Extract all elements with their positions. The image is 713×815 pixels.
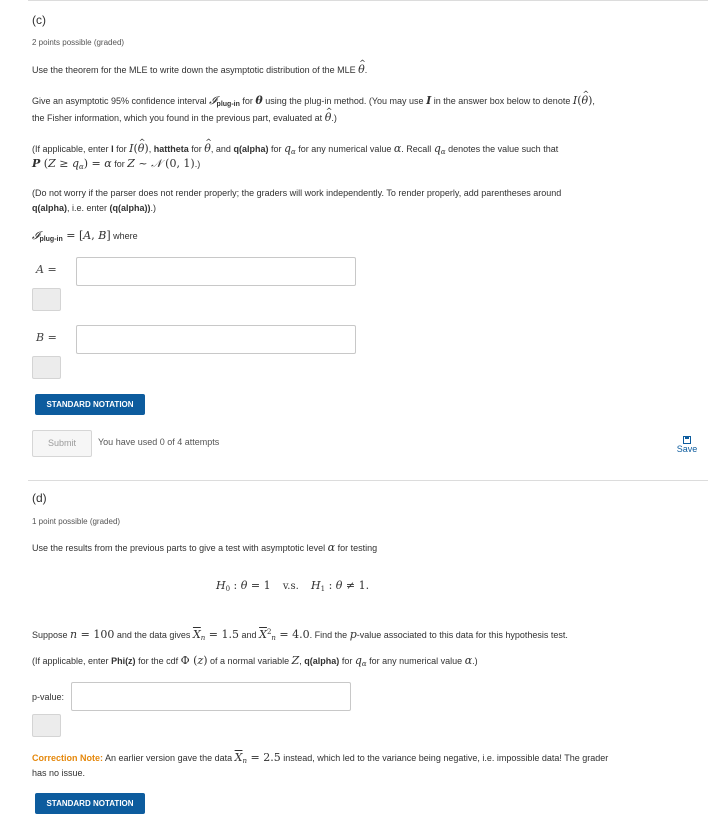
a-status-indicator	[32, 288, 61, 311]
save-label: Save	[676, 444, 698, 454]
part-d-points: 1 point possible (graded)	[32, 517, 121, 526]
pvalue-input[interactable]	[71, 682, 351, 711]
part-c-para2-line2: the Fisher information, which you found in the previous part, evaluated at ^ θ.)	[32, 110, 337, 126]
part-c-para3-line2: P $(Z \ge q_\alpha) = \alpha$ for Z ~ 𝒩 (0, 1).)	[32, 157, 201, 171]
interval-definition: 𝓘$_{plug-in}$ = [A, B] where	[32, 229, 138, 243]
hypotheses: $H_0$ : θ = 1 v.s. $H_1$ : θ ≠ 1.	[216, 579, 370, 593]
b-label: B =	[36, 331, 57, 344]
part-c-para4-line2: q(alpha), i.e. enter (q(alpha)).)	[32, 203, 157, 213]
part-c-para4: (Do not worry if the parser does not render properly; the graders will work independently. To render properly, add parentheses around	[32, 188, 562, 198]
save-button[interactable]	[672, 436, 702, 454]
correction-note: Correction Note: An earlier version gave the data $\overline{X}_n = 2.5$ instead, which led to the variance being negative, i.e. impossible data! The grader	[32, 751, 609, 765]
a-input[interactable]	[76, 257, 356, 286]
standard-notation-button-c[interactable]: STANDARD NOTATION	[35, 394, 145, 415]
correction-note-line2: has no issue.	[32, 768, 86, 778]
part-c-para1: Use the theorem for the MLE to write down the asymptotic distribution of the MLE ^ θ.	[32, 62, 367, 78]
a-label: A =	[36, 263, 57, 276]
part-c-para2: Give an asymptotic 95% confidence interval 𝓘$_{plug-in}$ for θ using the plug-in method. (You may use I in the answer box below to denote I(^ θ),	[32, 93, 595, 113]
b-input[interactable]	[76, 325, 356, 354]
attempts-text: You have used 0 of 4 attempts	[98, 437, 220, 447]
part-d-title: (d)	[32, 491, 47, 505]
part-c-points: 2 points possible (graded)	[32, 38, 125, 47]
b-status-indicator	[32, 356, 61, 379]
part-d-phi-note: (If applicable, enter Phi(z) for the cdf Φ (z) of a normal variable Z, q(alpha) for $q_\alpha$ for any numerical value α.)	[32, 654, 478, 668]
part-d-para1: Use the results from the previous parts to give a test with asymptotic level α for testing	[32, 541, 378, 554]
part-c-para3: (If applicable, enter I for I(^ θ), hattheta for ^ θ, and q(alpha) for $q_\alpha$ for any numerical value α. Recall $q_\alpha$ denotes the value such that	[32, 141, 558, 160]
part-d-suppose: Suppose n = 100 and the data gives $\overline{X}_n = 1.5$ and $\overline{X}^2_n = 4.0$. Find the p-value associated to this data for this hypothesis test.	[32, 628, 568, 642]
submit-button[interactable]: Submit	[32, 430, 92, 457]
pvalue-label: p-value:	[32, 692, 65, 702]
top-divider	[28, 0, 708, 1]
standard-notation-button-d[interactable]: STANDARD NOTATION	[35, 793, 145, 814]
section-divider	[28, 480, 708, 481]
part-c-title: (c)	[32, 13, 46, 27]
save-icon	[683, 436, 691, 444]
pvalue-status-indicator	[32, 714, 61, 737]
